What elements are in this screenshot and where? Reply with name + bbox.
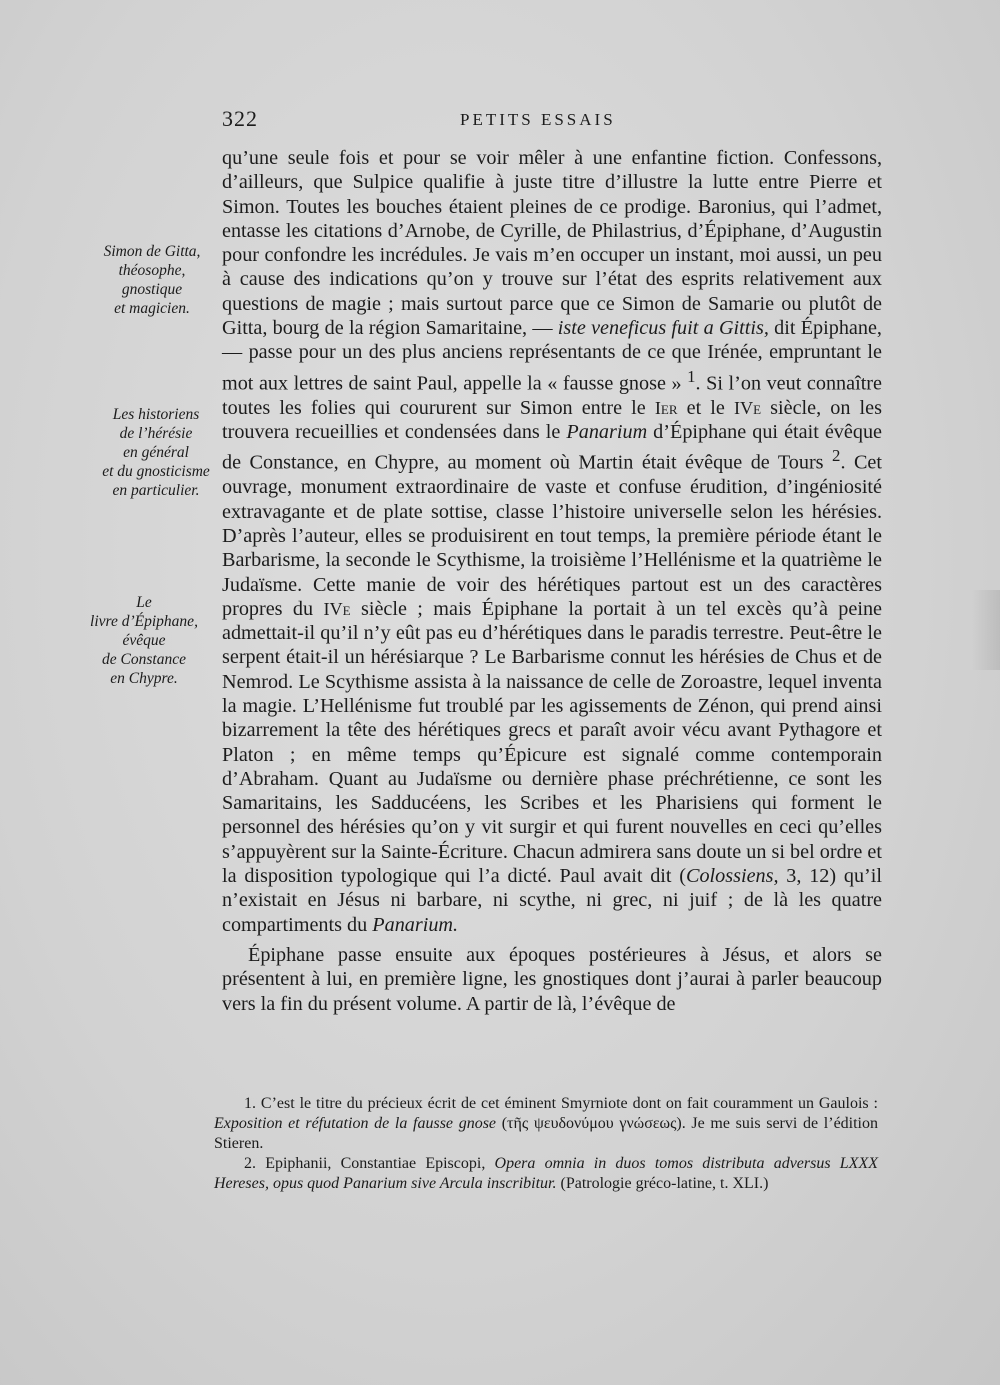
paragraph-2: Épiphane passe ensuite aux époques postérieures à Jésus, et alors se présentent à lui, en première ligne, les gnostiques dont j’aurai à parler beaucoup vers la fin du présent volume. A partir de là, l’évêque de <box>222 943 882 1015</box>
body-text <box>222 146 882 1016</box>
text-run: d’Épiphane qui était évêque de Constance, en Chypre, au moment où Martin était évêque de Tours <box>222 421 882 475</box>
text-run: 1. C’est le titre du précieux écrit de cet éminent Smyrniote dont on fait couramment un Gaulois : <box>244 1095 878 1112</box>
sidenote-line: Le <box>136 594 152 611</box>
sidenote-line: en général <box>123 444 189 461</box>
text-run: 3, 12) qu’il n’existait en Jésus ni barbare, ni scythe, ni grec, ni juif ; de là les quatre compartiments du <box>222 865 882 936</box>
sidenote-line: livre d’Épiphane, <box>90 613 198 630</box>
text-run: (τῆς ψευδονύμου γνώσεως). Je me suis servi de l’édition Stieren. <box>214 1115 879 1152</box>
text-run: et le <box>677 396 734 419</box>
sidenote-line: Les historiens <box>112 406 200 423</box>
sidenote-line: Simon de Gitta, <box>103 243 201 260</box>
sidenote-simon-de-gitta <box>92 242 212 318</box>
sidenote-line: évêque <box>122 632 166 649</box>
page-number: 322 <box>222 106 258 131</box>
italic-reference: Colossiens, <box>685 865 779 888</box>
footnote-2 <box>214 1154 878 1194</box>
sidenote-line: gnostique <box>121 281 183 298</box>
page-edge-shadow <box>972 590 1000 670</box>
sidenote-line: et du gnosticisme <box>102 463 210 480</box>
italic-title: Exposition et réfutation de la fausse gnose <box>214 1115 497 1132</box>
text-run: qu’une seule fois et pour se voir mêler à une enfantine fiction. Confessons, d’ailleurs, que Sulpice qualifie à juste titre d’illustre la lutte entre Pierre et Simon. Toutes les bouches étaient pleines de ce prodige. Baronius, qui l’admet, entasse les citations d’Arnobe, de Cyrille, de Philastrius, d’Épiphane, d’Augustin pour confondre les incrédules. Je vais m’en occuper un instant, moi aussi, un peu à cause des indications qu’on y trouve sur l’état des esprits relativement aux questions de magie ; mais surtout parce que ce Simon de Samarie ou plutôt de Gitta, bourg de la région Samaritaine, — <box>222 147 882 340</box>
footnote-ref-2: 2 <box>832 446 841 466</box>
italic-quote: iste veneficus fuit a Gittis, <box>557 317 769 340</box>
page-header <box>222 106 882 136</box>
century-numeral: Ier <box>654 397 678 418</box>
sidenote-line: en Chypre. <box>110 670 178 687</box>
running-head: PETITS ESSAIS <box>460 110 616 129</box>
italic-title: Panarium <box>566 421 648 443</box>
footnote-1 <box>214 1094 878 1154</box>
century-numeral: IVe <box>733 397 762 418</box>
text-run: (Patrologie gréco-latine, t. XLI.) <box>556 1175 769 1192</box>
text-run: siècle ; mais Épiphane la portait à un tel excès qu’à peine admettait-il qu’il n’y eût pas eu d’hérétiques dans le paradis terrestre. Peut-être le serpent était-il un hérésiarque ? Le Barbarisme connut les hérésies de Chus et de Nemrod. Le Scythisme assista à la naissance de celle de Zoroastre, lequel inventa la magie. L’Hellénisme fut troublé par les agissements de Zénon, qui prend ainsi bizarrement la tête des hérétiques grecs et paraît avoir vécu avant Pythagore et Platon ; en même temps qu’Épicure est signalé comme contemporain d’Abraham. Quant au Judaïsme ou dernière phase préchrétienne, ce sont les Samaritains, les Sadducéens, les Scribes et les Pharisiens qui forment le personnel des hérésies qu’on y vit surgir et qui furent nouvelles en ceci qu’elles s’appuyèrent sur la Sainte-Écriture. Chacun admirera sans doute un si bel ordre et la disposition typologique qui l’a dicté. Paul avait dit ( <box>222 597 883 888</box>
text-run: . Si l’on veut connaître toutes les folies qui coururent sur Simon entre le <box>222 372 882 419</box>
text-run: siècle, on les trouvera recueillies et condensées dans le <box>222 396 882 443</box>
sidenote-livre-epiphane <box>84 593 204 688</box>
sidenote-line: de l’hérésie <box>119 425 193 442</box>
sidenote-historiens <box>96 405 216 500</box>
text-run: dit Épiphane, — passe pour un des plus anciens représentants de ce que Irénée, empruntant le mot aux lettres de saint Paul, appelle la « fausse gnose » <box>222 317 882 395</box>
sidenote-line: et magicien. <box>114 300 190 317</box>
text-run: 2. Epiphanii, Constantiae Episcopi, <box>244 1155 495 1172</box>
paragraph-1 <box>222 146 882 937</box>
footnote-ref-1: 1 <box>687 366 696 386</box>
footnotes <box>214 1094 878 1194</box>
sidenote-line: en particulier. <box>112 482 200 499</box>
italic-title: Opera omnia in duos tomos distributa adversus LXXX Hereses, opus quod Panarium sive Arcula inscribitur. <box>214 1155 878 1192</box>
sidenote-line: théosophe, <box>118 262 186 279</box>
text-run: . Cet ouvrage, monument extraordinaire de vaste et confuse érudition, d’ingéniosité extravagante et de plate sottise, classe l’histoire universelle selon les hérésies. D’après l’auteur, elles se produisirent en tout temps, la première période étant le Barbarisme, la seconde le Scythisme, la troisième l’Hellénisme et la quatrième le Judaïsme. Cette manie de voir des hérétiques partout est un des caractères propres du <box>222 452 882 620</box>
italic-title: Panarium. <box>372 913 459 936</box>
sidenote-line: de Constance <box>102 651 186 668</box>
century-numeral: IVe <box>323 598 351 619</box>
